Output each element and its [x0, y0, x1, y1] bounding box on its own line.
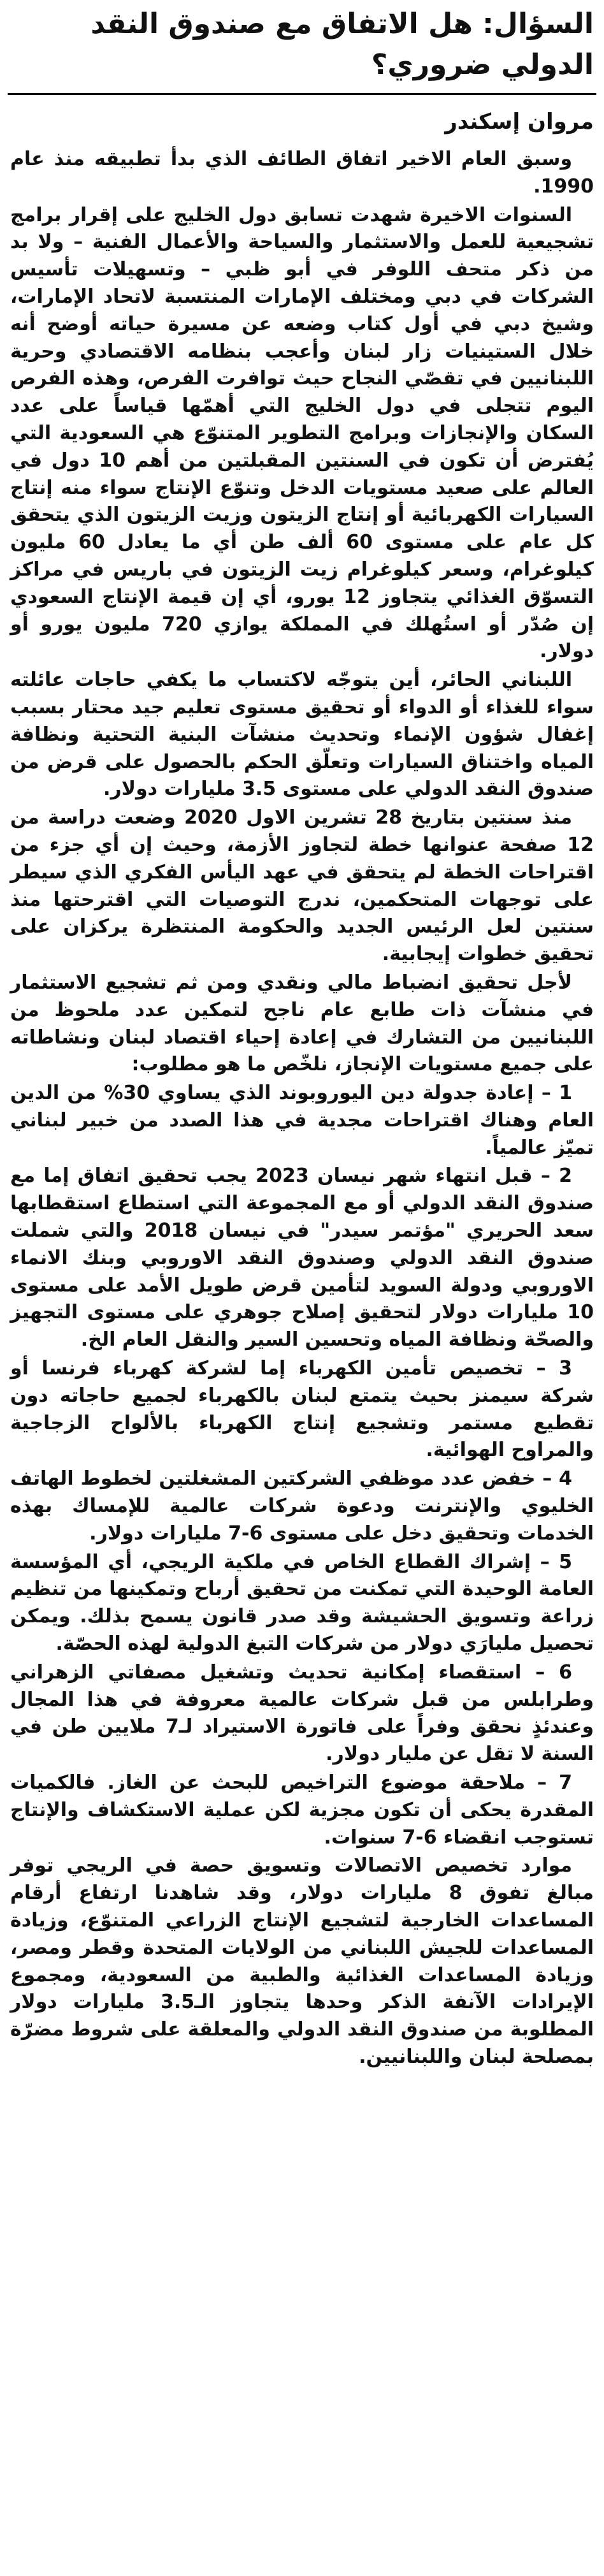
paragraph: منذ سنتين بتاريخ 28 تشرين الاول 2020 وضعت دراسة من 12 صفحة عنوانها خطة لتجاوز الأزمة، وحيث إن أي جزء من اقتراحات الخطة لم يتحقق في عهد اليأس الفكري الذي سيطر على توجهات المتحكمين، ندرج التوصيات التي اقترحتها منذ سنتين لعل الرئيس الجديد والحكومة المنتظرة يركزان على تحقيق خطوات إيجابية.	[10, 806, 594, 966]
headline: السؤال: هل الاتفاق مع صندوق النقد الدولي ضروري؟	[90, 8, 594, 81]
paragraph: وسبق العام الاخير اتفاق الطائف الذي بدأ تطبيقه منذ عام 1990.	[10, 148, 594, 198]
list-item: 2 – قبل انتهاء شهر نيسان 2023 يجب تحقيق اتفاق إما مع صندوق النقد الدولي أو مع المجموعة التي استطاع استقطابها سعد الحريري "مؤتمر سيدر" في نيسان 2018 والتي شملت صندوق النقد الدولي وصندوق النقد الاوروبي وبنك الانماء الاوروبي ودولة السويد لتأمين قرض طويل الأمد على مستوى 10 مليارات دولار لتحقيق إصلاح جوهري على مستوى التجهيز والصحّة ونظافة المياه وتحسين السير والنقل العام الخ.	[10, 1165, 594, 1351]
list-item: 1 – إعادة جدولة دين اليوروبوند الذي يساوي 30% من الدين العام وهناك اقتراحات مجدية في هذا الصدد من خبير لبناني تميّز عالمياً.	[10, 1082, 594, 1159]
list-item: 5 – إشراك القطاع الخاص في ملكية الريجي، أي المؤسسة العامة الوحيدة التي تمكنت من تحقيق أرباح وتمكينها من تنظيم زراعة وتسويق الحشيشة وقد صدر قانون يسمح بذلك. ويمكن تحصيل مليارَي دولار من شركات التبغ الدولية لهذه الحصّة.	[10, 1550, 594, 1655]
paragraph: موارد تخصيص الاتصالات وتسويق حصة في الريجي توفر مبالغ تفوق 8 مليارات دولار، وقد شاهدنا ارتفاع أرقام المساعدات الخارجية لتشجيع الإنتاج الزراعي المتنوّع، وزيادة المساعدات للجيش اللبناني من الولايات المتحدة وقطر ومصر، وزيادة المساعدات الغذائية والطبية من السعودية، ومجموع الإيرادات الآنفة الذكر وحدها يتجاوز الـ3.5 مليارات دولار المطلوبة من صندوق النقد الدولي والمعلقة على شروط مضرّة بمصلحة لبنان واللبنانيين.	[10, 1854, 594, 2068]
author-byline: مروان إسكندر	[445, 109, 594, 135]
headline-divider	[8, 93, 596, 95]
list-item: 3 – تخصيص تأمين الكهرباء إما لشركة كهرباء فرنسا أو شركة سيمنز بحيث يتمتع لبنان بالكهرباء لجميع حاجاته دون تقطيع مستمر وتشجيع إنتاج الكهرباء بالألواح الزجاجية والمراوح الهوائية.	[10, 1357, 594, 1462]
paragraph: اللبناني الحائر، أين يتوجّه لاكتساب ما يكفي حاجات عائلته سواء للغذاء أو الدواء أو تحقيق مستوى تعليم جيد محتار بسبب إغفال شؤون الإنماء وتحديث منشآت البنية التحتية ونظافة المياه واختناق السيارات وتعلّق الحكم بالحصول على قرض من صندوق النقد الدولي على مستوى 3.5 مليارات دولار.	[10, 669, 594, 801]
list-item: 6 – استقصاء إمكانية تحديث وتشغيل مصفاتي الزهراني وطرابلس من قبل شركات عالمية معروفة في هذا المجال وعندئذٍ نحقق وفراً على فاتورة الاستيراد لـ7 ملايين طن في السنة لا تقل عن مليار دولار.	[10, 1661, 594, 1766]
paragraph: السنوات الاخيرة شهدت تسابق دول الخليج على إقرار برامج تشجيعية للعمل والاستثمار والسياحة والأعمال الفنية – ولا بد من ذكر متحف اللوفر في أبو ظبي – وتسهيلات تأسيس الشركات في دبي ومختلف الإمارات المنتسبة لاتحاد الإمارات، وشيخ دبي في أول كتاب وضعه عن مسيرة حياته أوضح أنه خلال الستينيات زار لبنان وأعجب بنظامه الاقتصادي وحرية اللبنانيين في تقصّي النجاح حيث توافرت الفرص، وهذه الفرص اليوم تتجلى في دول الخليج التي أهمّها قياساً على عدد السكان والإنجازات وبرامج التطوير المتنوّع هي السعودية التي يُفترض أن تكون في السنتين المقبلتين من أهم 10 دول في العالم على صعيد مستويات الدخل وتنوّع الإنتاج سواء منه إنتاج السيارات الكهربائية أو إنتاج الزيتون وزيت الزيتون الذي يتحقق كل عام على مستوى 60 ألف طن أي ما يعادل 60 مليون كيلوغرام، وسعر كيلوغرام زيت الزيتون في باريس في مراكز التسوّق الغذائي يتجاوز 12 يورو، أي إن قيمة الإنتاج السعودي إن صُدّر أو استُهلك في المملكة يوازي 720 مليون يورو أو دولار.	[10, 203, 594, 663]
list-item: 4 – خفض عدد موظفي الشركتين المشغلتين لخطوط الهاتف الخليوي والإنترنت ودعوة شركات عالمية للإمساك بهذه الخدمات وتحقيق دخل على مستوى 6-7 مليارات دولار.	[10, 1467, 594, 1545]
article-body	[8, 146, 596, 2071]
paragraph: لأجل تحقيق انضباط مالي ونقدي ومن ثم تشجيع الاستثمار في منشآت ذات طابع عام ناجح لتمكين عدد ملحوظ من اللبنانيين من التشارك في إعادة إحياء اقتصاد لبنان ونشاطاته على جميع مستويات الإنجاز، نلخّص ما هو مطلوب:	[10, 971, 594, 1076]
list-item: 7 – ملاحقة موضوع التراخيص للبحث عن الغاز. فالكميات المقدرة يحكى أن تكون مجزية لكن عملية الاستكشاف والإنتاج تستوجب انقضاء 6-7 سنوات.	[10, 1772, 594, 1849]
